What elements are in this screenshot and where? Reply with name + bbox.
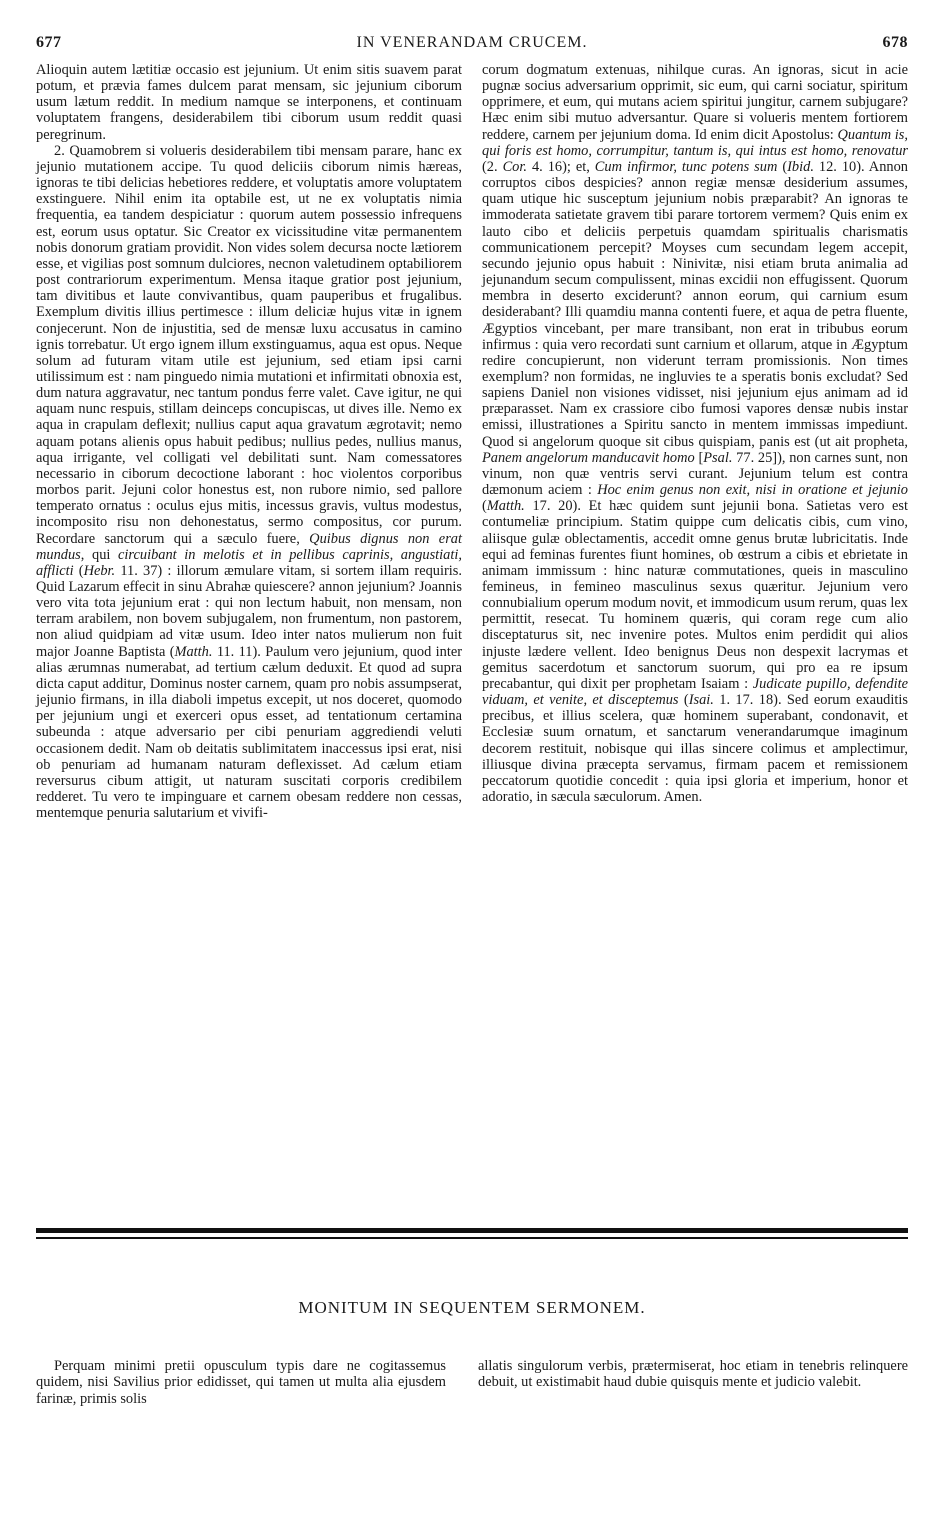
text-run: 11. 37) : illorum æmulare vitam, si sortem illam requiris. Quid Lazarum effecit in sinu Abrahæ quiescere? annon jejunium? Joannis vero vita tota jejunium erat : qui non lectum habuit, non mensam, non terram arabilem, non bovem subjugalem, non frumentum, non pastorem, non aliud quidpiam ad vitæ usum. Ideo inter natos mulierum non fuit major Joanne Baptista ( [36,562,462,660]
section-title: MONITUM IN SEQUENTEM SERMONEM. [298,1298,646,1317]
citation: Matth. [486,498,525,515]
citation: Cor. [502,158,527,175]
divider-thick [36,1228,908,1233]
page-number-right: 678 [882,34,908,51]
text-run: (2. [482,158,498,175]
text-run: [ [698,449,704,466]
quotation: Quibus dignus non erat mundus [36,530,462,563]
citation: Ibid. [787,158,814,175]
text-run: , qui [80,546,111,563]
text-run: ( [683,692,689,709]
monitum-paragraph: Perquam minimi pretii opusculum typis dare ne cogitassemus quidem, nisi Savilius prior edidisset, qui tamen ut multa alia ejusdem farinæ, primis solis [36,1358,446,1407]
text-run: 12. 10). Annon corruptos cibos despicies? annon regiæ mensæ desiderium assumes, quam utique hic susceptum jejunium nobis præparabit? An ignoras te immoderata satietate gravem tibi parare tortorem vermem? Quis enim ex lauto cibo et deliciis perpetuis quamdam spiritualis charismatis communicationem percepit? Moyses cum secundam legem accepit, secundo jejunio opus habuit : Ninivitæ, nisi etiam bruta animalia ad jejunandum secum compulissent, minas excidii non effugissent. Quorum membra in deserto exciderunt? annon eorum, qui carnium esum desiderabant? Illi quamdiu manna contenti fuere, et aqua de petra fluente, Ægyptios vincebant, per mare transibant, non erat in tribubus eorum infirmus : quia vero recordati sunt carnium et ollarum, atque in Ægyptum redire concupierunt, non viderunt terram promissionis. Non times exemplum? non formidas, ne ingluvies te a speratis bonis excludat? Sed sapiens Daniel non visiones vidisset, nisi jejunium ejus animam ad id præparasset. Nam ex crassiore cibo fumosi vapores densæ nubis instar emissi, illustrationes a Spiritu sancto in mentem immissas impediunt. Quod si angelorum quoque sit cibus quispiam, panis est (ut ait propheta, [482,158,908,450]
monitum-paragraph-continued: allatis singulorum verbis, prætermiserat, hoc etiam in tenebris relinquere debuit, ut existimabit haud dubie quisquis mente et judicio valebit. [478,1358,908,1391]
text-run: 11. 11). Paulum vero jejunium, quod inter alias ærumnas numerabat, ad tertium cælum deduxit. Et quod ad supra dicta caput additur, Dominus noster carnem, quam pro nobis assumpserat, jejunio firmans, in illa diaboli impetus excepit, ut nos doceret, quomodo per jejunium ungi et exerceri opus esset, ad tentationum certamina subeunda : atque adversario per cibi penuriam aggrediendi veluti occasionem dedit. Nam ob deitatis sublimitatem inaccessus ipsi erat, nisi ob penuriam ad humanam naturam deflexisset. Ad cælum etiam reversurus cibum attigit, ut naturam suscitati corporis credibilem redderet. Tu vero te impinguare et carnem obesam reddere non cessas, mentemque penuria salutarium et vivifi- [36,643,462,822]
paragraph-2 [36,143,462,822]
text-run: corum dogmatum extenuas, nihilque curas. An ignoras, sicut in acie pugnæ socius adversarium opprimit, sic eum, qui carni sociatur, spiritum opprimere, et eum, qui mutans aciem spiritui jungitur, carnem subjugare? Hæc enim sibi mutuo adversantur. Quare si volueris mentem fortiorem reddere, carnem per jejunium doma. Id enim dicit Apostolus: [482,62,908,143]
citation: Hebr. [83,562,116,579]
left-text-column [36,62,462,821]
text-run: ( [78,562,84,579]
page-number-left: 677 [36,34,62,51]
quotation: circuibant in melotis et in pellibus caprinis, angustiati, afflicti [36,546,462,579]
page-header [36,34,908,56]
monitum-left-column [36,1358,446,1407]
quotation: Cum infirmor, tunc potens sum [594,158,778,175]
divider-thin [36,1237,908,1239]
quotation: Hoc enim genus non exit, nisi in oratione et jejunio [597,482,908,499]
text-run: 4. 16); et, [531,158,590,175]
right-text-column [482,62,908,805]
paragraph-1: Alioquin autem lætitiæ occasio est jejunium. Ut enim sitis suavem parat potum, et prævia fames dulcem parat mensam, sic jejunium ciborum usum lætum reddit. In medium namque se interponens, et continuam voluptatem frangens, desiderabilem tibi ciborum usum reddit quasi peregrinum. [36,62,462,143]
running-title: IN VENERANDAM CRUCEM. [356,34,588,51]
citation: Isai. [688,692,714,709]
text-run: 1. 17. 18). Sed eorum exauditis precibus, et illius scelera, quæ hominem superabant, condonavit, et Ecclesiæ suum ornatum, et sanctarum venerandarumque imaginum decorem restituit, nobisque qui illas sincere colimus et amplectimur, illiusque divina præcepta servamus, firmam pacem et remissionem peccatorum quotidie concedit : quia ipsi gloria et imperium, honor et adoratio, in sæcula sæculorum. Amen. [482,692,908,806]
text-run: ( [482,498,487,515]
quotation: Judicate pupillo, defendite viduam, et venite, et disceptemus [482,675,908,709]
quotation: Quantum is, qui foris est homo, corrumpitur, tantum is, qui intus est homo, renovatur [482,126,908,159]
quotation: Panem angelorum manducavit homo [482,449,695,466]
paragraph-continued [482,62,908,805]
text-run: 17. 20). Et hæc quidem sunt jejunii bona. Satietas vero est contumeliæ principium. Statim quippe cum delicatis cibis, cum vino, aliisque gulæ oblectamentis, accedit omne genus brutæ lubricitatis. Inde equi ad feminas furentes fiunt homines, ob œstrum a cibis et ebrietate in animam immissum : hinc naturæ commutationes, queis in masculino femineus, in femineo masculinus sexus quæritur. Jejunium vero connubialium operum modum novit, et immodicum usum rerum, quas lex permittit, resecat. Tu hominem quæris, qui coram rege cum alio disceptaturus sit, nec invenire potes. Multos enim perdidit qui alios injuste lædere vellent. Ideo benignus Deus non despexit lacrymas et gemitus sacerdotum et sanctorum suorum, qui pro ea re ipsum precabantur, qui dixit per prophetam Isaiam : [482,498,908,692]
text-run: 2. Quamobrem si volueris desiderabilem tibi mensam parare, hanc ex jejunio mutationem accipe. Tu quod deliciis ciborum nimis hæreas, ignoras te tibi delicias hebetiores reddere, et voluptatis amore voluptatem exstinguere. Nihil enim ita optabile est, ut ne ex voluptatis nimia frequentia, ea tandem despiciatur : quorum autem possessio infrequens est, eorum usus optatur. Sic Creator ex vicissitudine vitæ permanentem nobis donorum gratiam providit. Non vides solem decursa nocte lætiorem esse, et vigilias post somnum dulciores, necnon valetudinem optabiliorem post contrariorum experimentum. Mensa itaque gratior post jejunium, tam divitibus et laute convivantibus, quam pauperibus et frugalibus. Exemplum divitis illius pertimesce : illum deliciæ hujus vitæ in ignem conjecerunt. Non de injustitia, sed de mensæ luxu accusatus in camino ignis torrebatur. Ut ergo ignem illum exstinguamus, aqua est opus. Neque solum ad futuram vitam utile est jejunium, sed etiam ipsi carni utilissimum est : nam pinguedo nimia mutationi et infirmitati obnoxia est, dum natura aggravatur, nec tantum pondus ferre valet. Cave igitur, ne qui aquam nunc respuis, stillam deinceps concupiscas, ut dives ille. Nemo ex aqua in crapulam deflexit; nullius caput aqua gravatum ægrotavit; nemo aquam potans alienis opus habuit pedibus; nullius pedes, nullius manus, aqua irrigante, vel colligati vel debilitati sunt. Nam comessatores necessario in ciborum decoctione laborant : hoc violentos corporibus morbos parit. Jejuni color honestus est, non rubore nimio, sed pallore temperato ornatus : oculus ejus mitis, incessus gravis, vultus modestus, incomposito risu non dehonestatus, sermo compositus, cor purum. Recordare sanctorum qui a sæculo fuere, [36,142,462,547]
citation: Matth. [174,643,213,660]
text-run: ( [782,158,788,175]
citation: Psal. [703,449,733,466]
text-run: 77. 25]), non carnes sunt, non vinum, non quæ ventris servi curant. Jejunium telum est contra dæmonum aciem : [482,449,908,499]
monitum-right-column [478,1358,908,1391]
